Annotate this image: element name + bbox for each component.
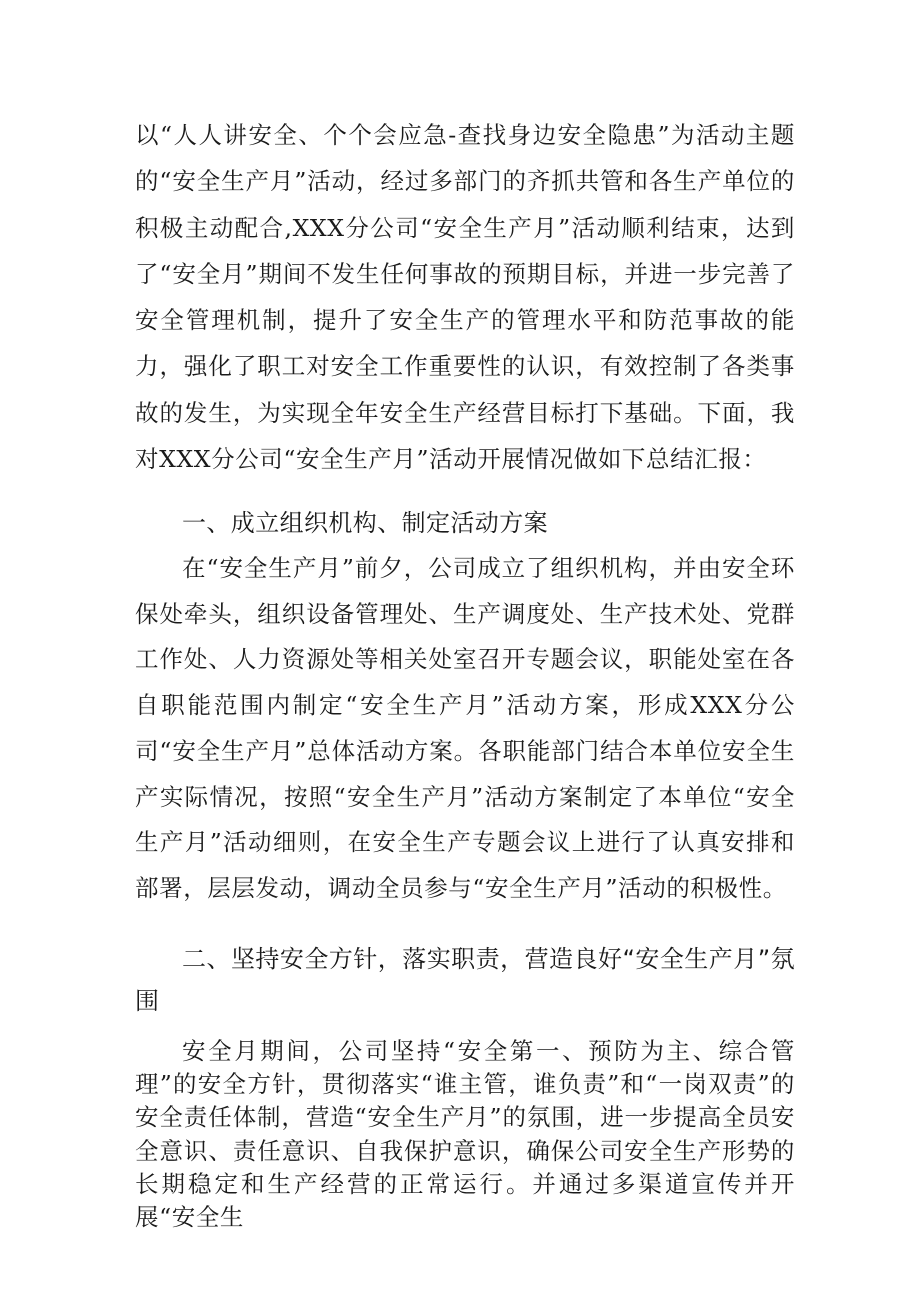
section-1-body: 在“安全生产月”前夕，公司成立了组织机构，并由安全环保处牵头，组织设备管理处、生产调度处、生产技术处、党群工作处、人力资源处等相关处室召开专题会议，职能处室在各自职能范围内制定“安全生产月”活动方案，形成XXX分公司“安全生产月”总体活动方案。各职能部门结合本单位安全生产实际情况，按照“安全生产月”活动方案制定了本单位“安全生产月”活动细则，在安全生产专题会议上进行了认真安排和部署，层层发动，调动全员参与“安全生产月”活动的积极性。 [135, 554, 795, 902]
intro-paragraph: 以“人人讲安全、个个会应急-查找身边安全隐患”为活动主题的“安全生产月”活动，经过多部门的齐抓共管和各生产单位的积极主动配合,XXX分公司“安全生产月”活动顺利结束，达到了“安全月”期间不发生任何事故的预期目标，并进一步完善了安全管理机制，提升了安全生产的管理水平和防范事故的能力，强化了职工对安全工作重要性的认识，有效控制了各类事故的发生，为实现全年安全生产经营目标打下基础。下面，我对XXX分公司“安全生产月”活动开展情况做如下总结汇报： [135, 121, 795, 474]
section-2-body: 安全月期间，公司坚持“安全第一、预防为主、综合管理”的安全方针，贯彻落实“谁主管，谁负责”和“一岗双责”的安全责任体制，营造“安全生产月”的氛围，进一步提高全员安全意识、责任意识、自我保护意识，确保公司安全生产形势的长期稳定和生产经营的正常运行。并通过多渠道宣传并开展“安全生 [135, 1037, 795, 1232]
section-1-heading: 一、成立组织机构、制定活动方案 [182, 509, 548, 537]
section-2-heading: 二、坚持安全方针，落实职责，营造良好“安全生产月”氛围 [135, 945, 795, 1015]
